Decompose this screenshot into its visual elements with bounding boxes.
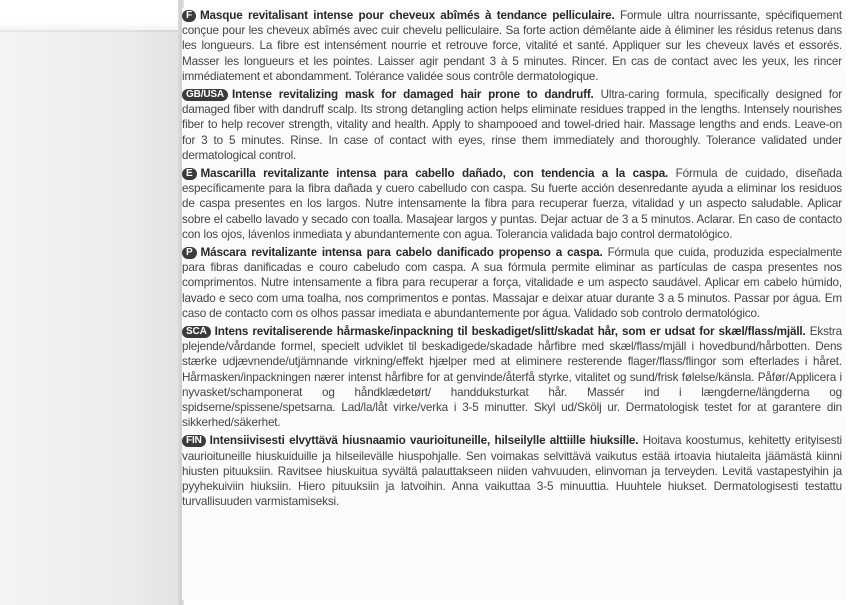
- label-text-panel: [182, 8, 846, 600]
- section-title-es: Mascarilla revitalizante intensa para cabello dañado, con tendencia a la caspa.: [200, 167, 669, 181]
- box-side-panel: [0, 30, 182, 605]
- section-body-es: Fórmula de cuidado, diseñada específicamente para la fibra dañada y cuero cabelludo con caspa. Su fuerte acción desenredante ayuda a eliminar los residuos de caspa presentes en los largos. Nutre intensamente la fibra para recuperar fuerza, vitalidad y un aspecto saludable. Aplicar sobre el cabello lavado y secado con toalla. Masajear largos y puntas. Dejar actuar de 3 a 5 minutos. Aclarar. En caso de contacto con los ojos, lávenlos inmediata y abundantemente con agua. Tolerancia validada bajo control dermatológico.: [182, 167, 842, 241]
- language-badge-pt: P: [182, 247, 197, 259]
- section-body-pt: Fórmula que cuida, produzida especialmente para fibras danificadas e couro cabeludo com caspa. A sua fórmula permite eliminar as partículas de caspa presentes nos comprimentos. Nutre intensamente a fibra para recuperar a força, vitalidade e um aspecto saudável. Aplicar em cabelo húmido, lavado e seco com uma toalha, nos comprimentos e pontas. Massajar e deixar atuar durante 3 a 5 minutos. Passar por água. Em caso de contacto com os olhos passar imediata e abundantemente por água. Validado sob controlo dermatológico.: [182, 246, 843, 320]
- language-badge-fin: FIN: [182, 435, 206, 447]
- language-badge-sca: SCA: [182, 326, 211, 338]
- section-title-fin: Intensiivisesti elvyttävä hiusnaamio vaurioituneille, hilseilylle alttiille hiuksille.: [209, 434, 639, 448]
- language-badge-en: GB/USA: [182, 89, 228, 101]
- section-body-fr: Formule ultra nourrissante, spécifiquement conçue pour les cheveux abîmés avec cuir chevelu pelliculaire. Sa forte action démêlante aide à éliminer les résidus retenus dans les longueurs. La fibre est intensément nourrie et retrouve force, vitalité et santé. Appliquer sur les cheveux lavés et essorés. Masser les longueurs et les pointes. Laisser agir pendant 3 à 5 minutes. Rincer. En cas de contact avec les yeux, les rincer immédiatement et abondamment. Tolérance validée sous contrôle dermatologique.: [182, 9, 842, 83]
- section-pt: [182, 245, 842, 321]
- section-body-en: Ultra-caring formula, specifically designed for damaged fiber with dandruff scalp. Its strong detangling action helps eliminate residues trapped in the lengths. Intensely nourishes fiber to help recover strength, vitality and health. Apply to shampooed and towel-dried hair. Massage lengths and ends. Leave-on for 3 to 5 minutes. Rinse. In case of contact with eyes, rinse them immediately and thoroughly. Tolerance validated under dermatological control.: [182, 88, 842, 162]
- section-body-sca: Ekstra plejende/vårdande formel, specielt udviklet til beskadigede/skadade hårfibre med skæl/flass/mjäll i hovedbund/hårbotten. Dens stærke udjævnende/utjämnande virkning/effekt hjælper med at eliminere resterende flager/flass/flingor som efterlades i håret. Hårmasken/inpackningen nærer intenst hårfibre for at genvinde/återfå styrke, vitalitet og sund/frisk følelse/känsla. Påfør/Applicera i nyvasket/schamponerat og håndklædetørt/ handduksturkat hår. Massér ind i længderne/längderna og spidserne/spissene/spetsarna. Lad/la/låt virke/verka i 3-5 minutter. Skyl ud/Skölj ur. Dermatologisk testet for at garantere din sikkerhed/säkerhet.: [182, 325, 842, 430]
- section-fr: [182, 8, 842, 84]
- section-title-fr: Masque revitalisant intense pour cheveux abîmés à tendance pelliculaire.: [199, 9, 615, 22]
- section-title-sca: Intens revitaliserende hårmaske/inpackning til beskadiget/slitt/skadat hår, som er udsat for skæl/flass/mjäll.: [214, 325, 806, 339]
- section-sca: [182, 324, 842, 430]
- box-top-shadow: [0, 22, 182, 32]
- section-body-fin: Hoitava koostumus, kehitetty erityisesti vaurioituneille hiuskuiduille ja hilseilevälle hiuspohjalle. Sen voimakas selvittävä vaikutus estää irtoavia hiutaleita jäämästä kiinni hiusten pituuksiin. Ravitsee hiuskuitua syvältä palauttakseen niiden vahvuuden, elinvoman ja terveyden. Levitä vastapestyihin ja pyyhekuiviin hiuksiin. Hiero pituuksiin ja latvoihin. Anna vaikuttaa 3-5 minuuttia. Huuhtele hiukset. Dermatologisesti testattu turvallisuuden varmistamiseksi.: [182, 434, 842, 509]
- section-title-en: Intense revitalizing mask for damaged hair prone to dandruff.: [232, 88, 594, 102]
- section-title-pt: Máscara revitalizante intensa para cabelo danificado propenso a caspa.: [200, 246, 603, 260]
- section-en: [182, 87, 842, 163]
- section-fin: [182, 433, 842, 509]
- language-badge-fr: F: [182, 10, 196, 22]
- language-badge-es: E: [182, 168, 197, 180]
- section-es: [182, 166, 842, 242]
